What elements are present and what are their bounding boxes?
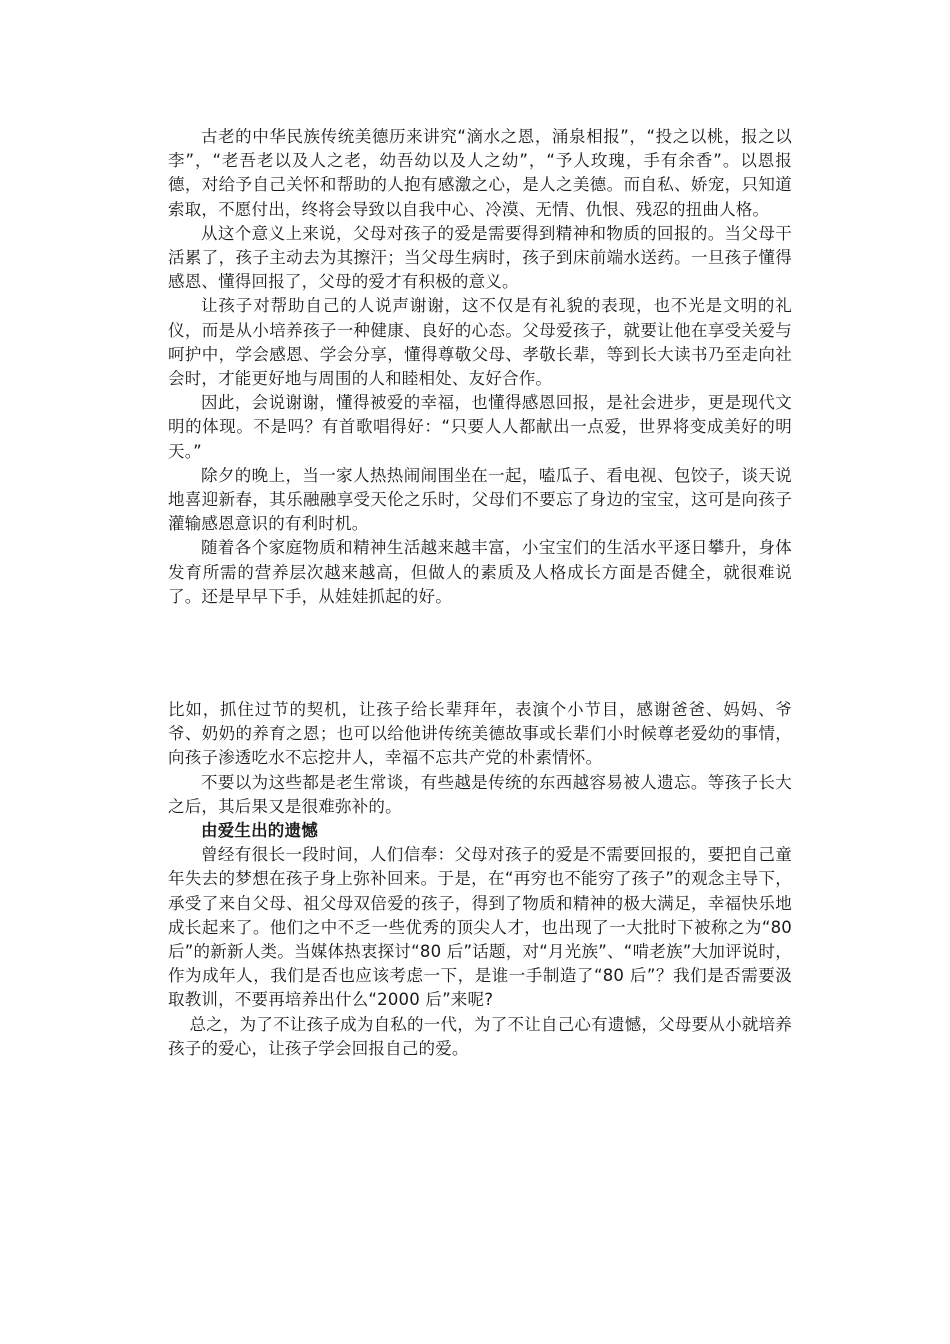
paragraph: 从这个意义上来说，父母对孩子的爱是需要得到精神和物质的回报的。当父母干活累了，孩子主动去为其擦汗；当父母生病时，孩子到床前端水送药。一旦孩子懂得感恩、懂得回报了，父母的爱才有积极的意义。 [168, 223, 792, 292]
paragraph-conclusion: 总之，为了不让孩子成为自私的一代，为了不让自己心有遗憾，父母要从小就培养孩子的爱心，让孩子学会回报自己的爱。 [168, 1014, 792, 1058]
paragraph: 曾经有很长一段时间，人们信奉：父母对孩子的爱是不需要回报的，要把自己童年失去的梦想在孩子身上弥补回来。于是，在“再穷也不能穷了孩子”的观念主导下，承受了来自父母、祖父母双倍爱的孩子，得到了物质和精神的极大满足，幸福快乐地成长起来了。他们之中不乏一些优秀的顶尖人才，也出现了一大批时下被称之为“80后”的新新人类。当媒体热衷探讨“80 后”话题，对“月光族”、“啃老族”大加评说时，作为成年人，我们是否也应该考虑一下，是谁一手制造了“80 后”？我们是否需要汲取教训，不要再培养出什么“2000 后”来呢? [168, 845, 792, 1010]
paragraph: 除夕的晚上，当一家人热热闹闹围坐在一起，嗑瓜子、看电视、包饺子，谈天说地喜迎新春，其乐融融享受天伦之乐时，父母们不要忘了身边的宝宝，这可是向孩子灌输感恩意识的有利时机。 [168, 465, 792, 534]
text-block-upper [168, 125, 792, 609]
paragraph: 因此，会说谢谢，懂得被爱的幸福，也懂得感恩回报，是社会进步，更是现代文明的体现。不是吗？有首歌唱得好：“只要人人都献出一点爱，世界将变成美好的明天。” [168, 393, 792, 461]
text-block-lower [168, 698, 792, 1061]
paragraph-continuation: 比如，抓住过节的契机，让孩子给长辈拜年，表演个小节目，感谢爸爸、妈妈、爷爷、奶奶的养育之恩；也可以给他讲传统美德故事或长辈们小时候尊老爱幼的事情，向孩子渗透吃水不忘挖井人，幸福不忘共产党的朴素情怀。 [168, 700, 792, 768]
paragraph: 不要以为这些都是老生常谈，有些越是传统的东西越容易被人遗忘。等孩子长大之后，其后果又是很难弥补的。 [168, 772, 792, 816]
paragraph: 让孩子对帮助自己的人说声谢谢，这不仅是有礼貌的表现，也不光是文明的礼仪，而是从小培养孩子一种健康、良好的心态。父母爱孩子，就要让他在享受关爱与呵护中，学会感恩、学会分享，懂得尊敬父母、孝敬长辈，等到长大读书乃至走向社会时，才能更好地与周围的人和睦相处、友好合作。 [168, 296, 792, 389]
paragraph: 随着各个家庭物质和精神生活越来越丰富，小宝宝们的生活水平逐日攀升，身体发育所需的营养层次越来越高，但做人的素质及人格成长方面是否健全，就很难说了。还是早早下手，从娃娃抓起的好。 [168, 538, 792, 606]
paragraph: 古老的中华民族传统美德历来讲究“滴水之恩，涌泉相报”，“投之以桃，报之以李”，“老吾老以及人之老，幼吾幼以及人之幼”，“予人玫瑰，手有余香”。以恩报德，对给予自己关怀和帮助的人抱有感激之心，是人之美德。而自私、娇宠，只知道索取，不愿付出，终将会导致以自我中心、冷漠、无情、仇恨、残忍的扭曲人格。 [168, 127, 792, 219]
section-heading: 由爱生出的遗憾 [201, 821, 318, 841]
